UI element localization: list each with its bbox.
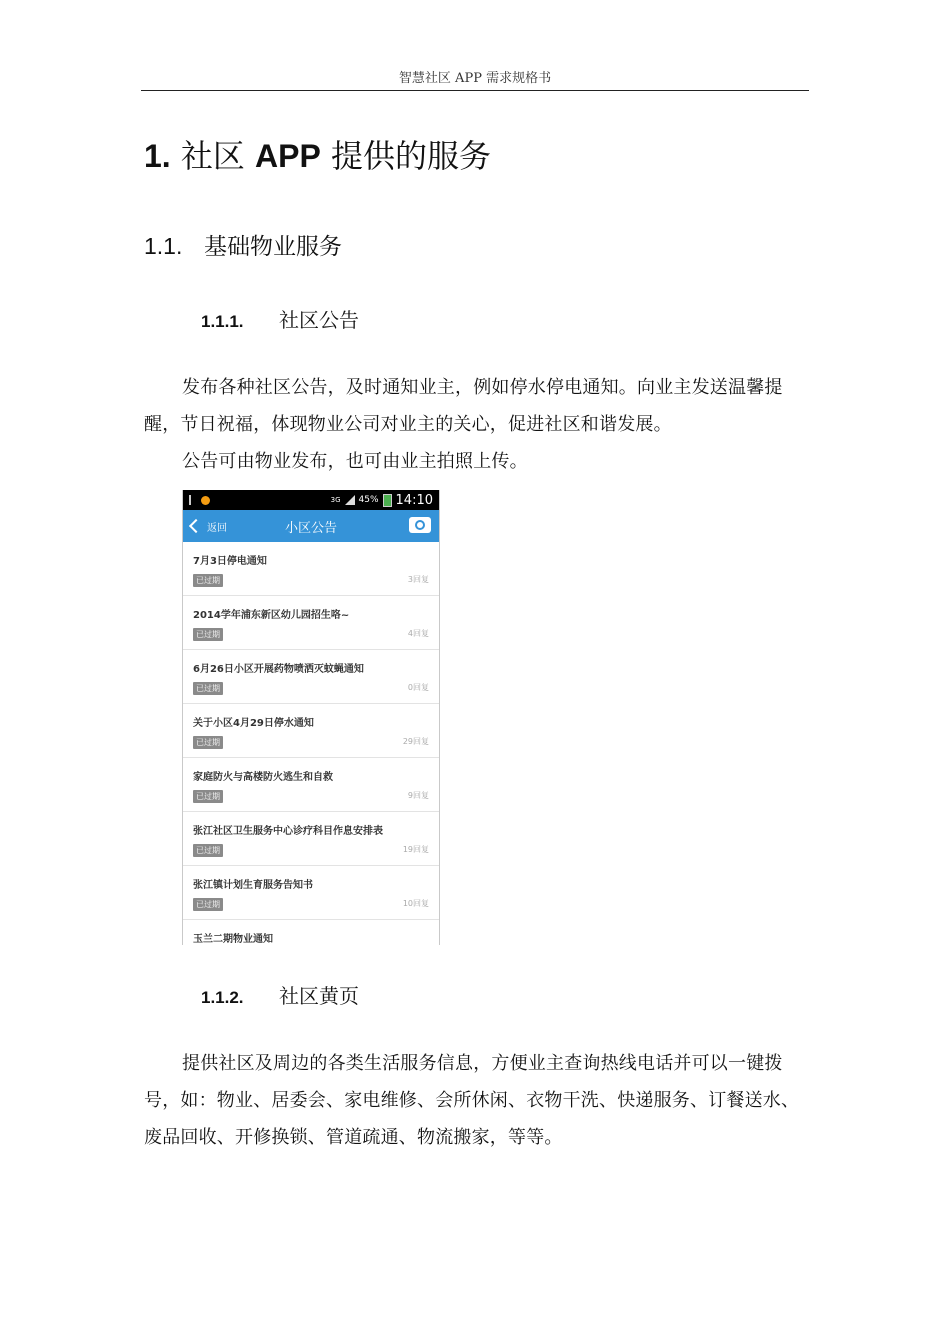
- reply-count: 29回复: [402, 737, 429, 746]
- notice-title: 6月26日小区开展药物喷洒灭蚊蝇通知: [193, 664, 364, 675]
- back-button[interactable]: [183, 519, 227, 534]
- expired-badge: 已过期: [193, 790, 223, 803]
- notice-title: 2014学年浦东新区幼儿园招生咯~: [193, 610, 350, 621]
- announcement-paragraph: 发布各种社区公告，及时通知业主，例如停水停电通知。向业主发送温馨提醒，节日祝福，体现物业公司对业主的关心，促进社区和谐发展。: [144, 377, 783, 435]
- notice-item[interactable]: [183, 596, 439, 650]
- battery-percent: 45%: [358, 495, 379, 505]
- notice-title: 玉兰二期物业通知: [193, 934, 273, 945]
- notice-title: 张江社区卫生服务中心诊疗科目作息安排表: [193, 826, 383, 837]
- reply-count: 4回复: [407, 629, 429, 638]
- section-1-number: 1.: [144, 138, 171, 174]
- reply-count: 3回复: [407, 575, 429, 584]
- notice-item[interactable]: [183, 704, 439, 758]
- section-1-1-title: 基础物业服务: [204, 234, 342, 260]
- upload-paragraph: 公告可由物业发布，也可由业主拍照上传。: [182, 451, 528, 472]
- back-label: 返回: [207, 522, 227, 534]
- reply-count: 10回复: [402, 899, 429, 908]
- notice-item[interactable]: [183, 866, 439, 920]
- yellow-pages-paragraph: 提供社区及周边的各类生活服务信息，方便业主查询热线电话并可以一键拨号，如：物业、居委会、家电维修、会所休闲、衣物干洗、快递服务、订餐送水、废品回收、开修换锁、管道疏通、物流搬家，等等。: [144, 1053, 800, 1148]
- section-1-1-2-heading: [201, 981, 359, 1013]
- app-title: 小区公告: [284, 520, 337, 536]
- expired-badge: 已过期: [193, 736, 223, 749]
- section-1-title-latin: APP: [255, 138, 321, 174]
- reply-count: 0回复: [407, 683, 429, 692]
- notice-item[interactable]: [183, 650, 439, 704]
- notice-title: 张江镇计划生育服务告知书: [193, 880, 313, 891]
- status-time: 14:10: [395, 492, 433, 508]
- status-bar: [183, 490, 439, 510]
- usb-icon: [189, 495, 195, 505]
- reply-count: 19回复: [402, 845, 429, 854]
- expired-badge: 已过期: [193, 574, 223, 587]
- section-1-1-2-number: 1.1.2.: [201, 988, 244, 1007]
- section-1-title-pre: 社区: [180, 137, 245, 175]
- notice-title: 关于小区4月29日停水通知: [193, 718, 314, 729]
- camera-icon[interactable]: [409, 517, 431, 533]
- network-type: 3G: [330, 495, 341, 504]
- notice-item[interactable]: [183, 920, 439, 945]
- expired-badge: 已过期: [193, 628, 223, 641]
- expired-badge: 已过期: [193, 898, 223, 911]
- running-header: 智慧社区 APP 需求规格书: [141, 68, 809, 91]
- section-1-1-1-heading: [201, 305, 359, 337]
- section-1-1-1-title: 社区公告: [279, 308, 359, 332]
- notice-list: [183, 542, 439, 945]
- section-1-title-post: 提供的服务: [331, 137, 492, 175]
- app-bar: [183, 510, 439, 542]
- section-1-1-heading: [144, 228, 342, 265]
- expired-badge: 已过期: [193, 844, 223, 857]
- notice-title: 家庭防火与高楼防火逃生和自救: [193, 772, 333, 783]
- notice-item[interactable]: [183, 542, 439, 596]
- section-1-1-1-number: 1.1.1.: [201, 312, 244, 331]
- expired-badge: 已过期: [193, 682, 223, 695]
- section-1-1-2-title: 社区黄页: [279, 984, 359, 1008]
- battery-icon: [383, 494, 392, 507]
- section-1-heading: [144, 134, 491, 178]
- reply-count: 9回复: [407, 791, 429, 800]
- phone-screenshot: [182, 490, 440, 945]
- signal-icon: [345, 495, 355, 505]
- section-1-1-number: 1.1.: [144, 233, 183, 259]
- notice-item[interactable]: [183, 758, 439, 812]
- notice-title: 7月3日停电通知: [193, 556, 267, 567]
- notification-icon: [201, 496, 210, 505]
- chevron-left-icon: [189, 519, 203, 533]
- notice-item[interactable]: [183, 812, 439, 866]
